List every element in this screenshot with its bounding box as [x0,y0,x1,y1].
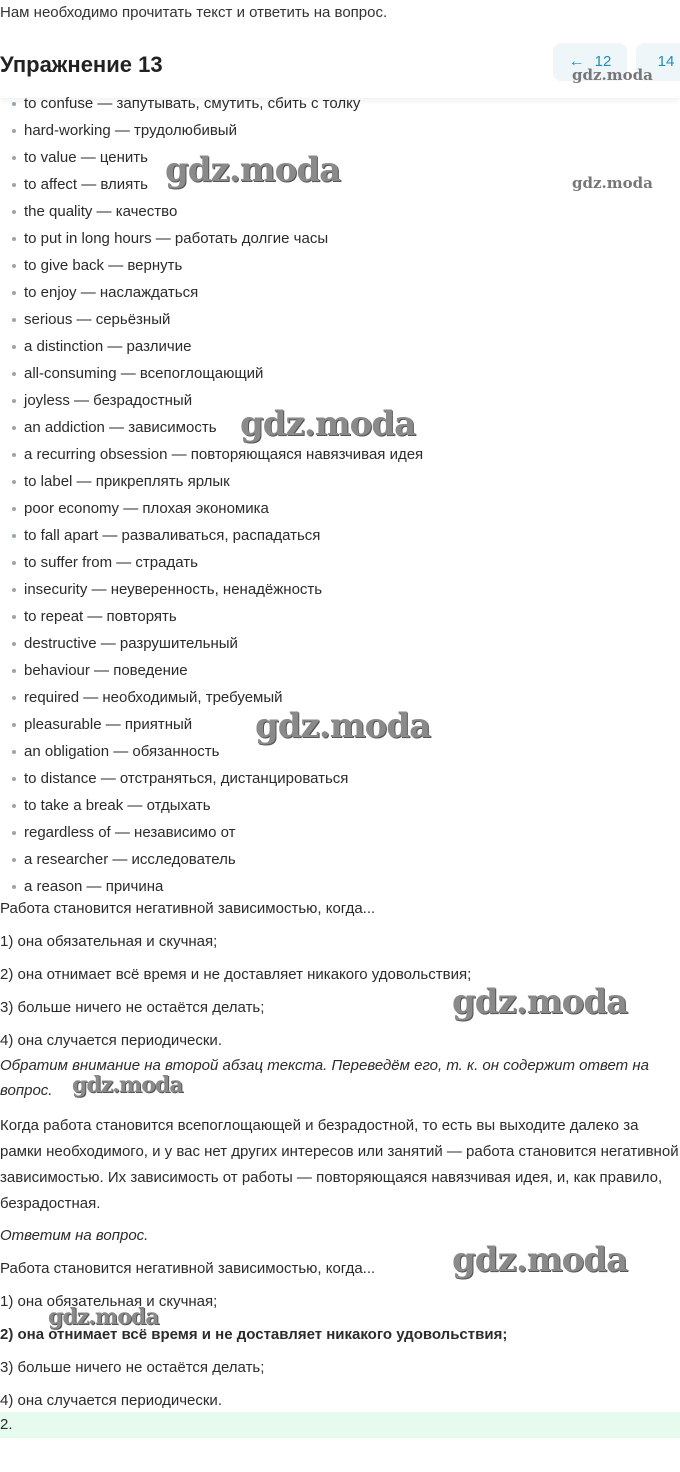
list-item: a reason — причина [0,873,680,900]
list-item: pleasurable — приятный [0,711,680,738]
list-item: insecurity — неуверенность, ненадёжность [0,576,680,603]
list-item: a researcher — исследователь [0,846,680,873]
answer-box: 2. [0,1412,680,1438]
list-item: to repeat — повторять [0,603,680,630]
list-item: to suffer from — страдать [0,549,680,576]
next-exercise-label: 14 [657,53,675,70]
question-option-1: 1) она обязательная и скучная; [0,933,218,950]
list-item: to affect — влиять [0,171,680,198]
list-item: all-consuming — всепоглощающий [0,360,680,387]
list-item: joyless — безрадостный [0,387,680,414]
list-item: the quality — качество [0,198,680,225]
intro-text: Нам необходимо прочитать текст и ответить на вопрос. [0,4,388,21]
list-item: poor economy — плохая экономика [0,495,680,522]
list-item: serious — серьёзный [0,306,680,333]
list-item: an addiction — зависимость [0,414,680,441]
list-item: to label — прикреплять ярлык [0,468,680,495]
vocabulary-list [0,90,680,900]
list-item: an obligation — обязанность [0,738,680,765]
list-item: to take a break — отдыхать [0,792,680,819]
watermark: gdz.moda [572,66,653,84]
watermark: gdz.moda [452,982,628,1022]
note-line-1: Обратим внимание на второй абзац текста. Переведём его, т. к. он содержит ответ на [0,1057,649,1074]
question-option-3: 3) больше ничего не остаётся делать; [0,999,265,1016]
translated-paragraph: Когда работа становится всепоглощающей и безрадостной, то есть вы выходите далеко за рамки необходимого, и у вас нет других интересов или занятий — работа становится негативной зависимостью. Их зависимость от работы — повторяющаяся навязчивая идея, и, как правило, безрадостная. [0,1117,679,1212]
list-item: destructive — разрушительный [0,630,680,657]
question-option-4: 4) она случается периодически. [0,1032,222,1049]
list-item: to enjoy — наслаждаться [0,279,680,306]
watermark: gdz.moda [572,174,653,192]
list-item: required — необходимый, требуемый [0,684,680,711]
watermark: gdz.moda [72,1072,183,1098]
list-item: to give back — вернуть [0,252,680,279]
question-stem: Работа становится негативной зависимостью, когда... [0,900,376,917]
question-option-2: 2) она отнимает всё время и не доставляет никакого удовольствия; [0,966,472,983]
watermark: gdz.moda [165,150,341,190]
answer-question-stem: Работа становится негативной зависимостью, когда... [0,1260,376,1277]
list-item: to put in long hours — работать долгие часы [0,225,680,252]
list-item: to fall apart — разваливаться, распадаться [0,522,680,549]
page-title: Упражнение 13 [0,52,163,77]
list-item: regardless of — независимо от [0,819,680,846]
answer-option-1: 1) она обязательная и скучная; [0,1293,218,1310]
answer-heading: Ответим на вопрос. [0,1227,149,1244]
prev-exercise-label: 12 [594,53,612,70]
watermark: gdz.moda [452,1240,628,1280]
list-item: hard-working — трудолюбивый [0,117,680,144]
list-item: to distance — отстраняться, дистанцироваться [0,765,680,792]
answer-option-4: 4) она случается периодически. [0,1392,222,1409]
note-line-2: вопрос. [0,1082,53,1099]
arrow-left-icon: ← [568,53,585,70]
watermark: gdz.moda [255,706,431,746]
list-item: to value — ценить [0,144,680,171]
answer-option-2-highlighted: 2) она отнимает всё время и не доставляет никакого удовольствия; [0,1326,508,1343]
answer-option-3: 3) больше ничего не остаётся делать; [0,1359,265,1376]
watermark: gdz.moda [48,1304,159,1330]
list-item: to confuse — запутывать, смутить, сбить с толку [0,90,680,117]
list-item: a recurring obsession — повторяющаяся навязчивая идея [0,441,680,468]
watermark: gdz.moda [240,404,416,444]
list-item: behaviour — поведение [0,657,680,684]
list-item: a distinction — различие [0,333,680,360]
